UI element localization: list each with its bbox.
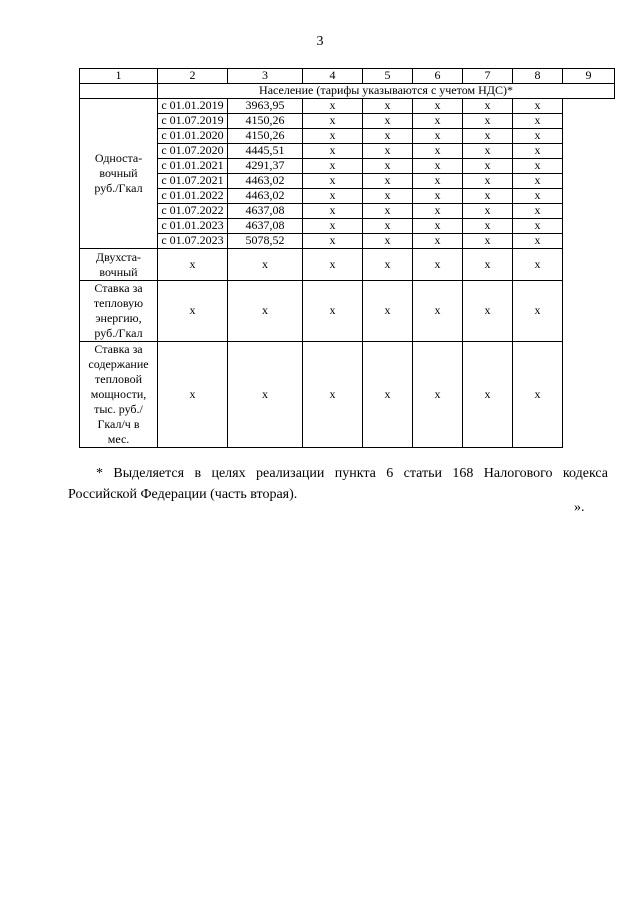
- tariff-date: с 01.07.2022: [158, 204, 228, 219]
- row-label: Ставка за содержание тепловой мощности, тыс. руб./ Гкал/ч в мес.: [80, 342, 158, 448]
- tariff-date: с 01.07.2021: [158, 174, 228, 189]
- x-cell: x: [158, 342, 228, 448]
- x-cell: x: [463, 219, 513, 234]
- tariff-date: с 01.01.2023: [158, 219, 228, 234]
- tariff-value: 4150,26: [228, 114, 303, 129]
- tariff-value: 3963,95: [228, 99, 303, 114]
- tariff-row: [80, 219, 615, 234]
- section-title: Население (тарифы указываются с учетом НДС)*: [158, 84, 615, 99]
- tariff-extra-row: [80, 249, 615, 281]
- column-number-cell: 6: [413, 69, 463, 84]
- column-number-cell: 1: [80, 69, 158, 84]
- x-cell: x: [513, 99, 563, 114]
- x-cell: x: [513, 204, 563, 219]
- x-cell: x: [513, 234, 563, 249]
- x-cell: x: [513, 249, 563, 281]
- column-number-cell: 4: [303, 69, 363, 84]
- column-number-cell: 8: [513, 69, 563, 84]
- x-cell: x: [363, 342, 413, 448]
- x-cell: x: [413, 189, 463, 204]
- tariff-date: с 01.01.2019: [158, 99, 228, 114]
- tariff-row: [80, 159, 615, 174]
- row-label: Двухста- вочный: [80, 249, 158, 281]
- tariff-row: [80, 234, 615, 249]
- x-cell: x: [413, 219, 463, 234]
- blank-first-column: [80, 84, 158, 99]
- tariff-value: 4463,02: [228, 174, 303, 189]
- tariff-value: 4463,02: [228, 189, 303, 204]
- x-cell: x: [303, 204, 363, 219]
- x-cell: x: [463, 114, 513, 129]
- x-cell: x: [463, 342, 513, 448]
- x-cell: x: [513, 159, 563, 174]
- x-cell: x: [413, 129, 463, 144]
- x-cell: x: [513, 174, 563, 189]
- x-cell: x: [303, 129, 363, 144]
- x-cell: x: [463, 204, 513, 219]
- tariff-row: [80, 174, 615, 189]
- x-cell: x: [513, 281, 563, 342]
- single-rate-rows: [80, 99, 615, 249]
- single-rate-label: Односта- вочный руб./Гкал: [80, 99, 158, 249]
- x-cell: x: [303, 234, 363, 249]
- extra-rows: [80, 249, 615, 448]
- closing-quote: ».: [574, 500, 585, 515]
- x-cell: x: [303, 189, 363, 204]
- x-cell: x: [463, 129, 513, 144]
- x-cell: x: [413, 249, 463, 281]
- x-cell: x: [513, 129, 563, 144]
- column-number-cell: 3: [228, 69, 303, 84]
- tariff-row: [80, 99, 615, 114]
- x-cell: x: [303, 249, 363, 281]
- x-cell: x: [228, 281, 303, 342]
- x-cell: x: [363, 174, 413, 189]
- tariff-value: 5078,52: [228, 234, 303, 249]
- x-cell: x: [228, 249, 303, 281]
- column-number-cell: 5: [363, 69, 413, 84]
- x-cell: x: [363, 204, 413, 219]
- x-cell: x: [363, 219, 413, 234]
- x-cell: x: [363, 114, 413, 129]
- x-cell: x: [413, 159, 463, 174]
- x-cell: x: [513, 219, 563, 234]
- x-cell: x: [463, 189, 513, 204]
- x-cell: x: [363, 249, 413, 281]
- x-cell: x: [158, 249, 228, 281]
- column-number-cell: 7: [463, 69, 513, 84]
- tariff-value: 4637,08: [228, 204, 303, 219]
- column-number-cell: 9: [563, 69, 615, 84]
- tariff-date: с 01.01.2020: [158, 129, 228, 144]
- x-cell: x: [413, 114, 463, 129]
- x-cell: x: [363, 159, 413, 174]
- tariff-date: с 01.07.2020: [158, 144, 228, 159]
- tariff-value: 4445,51: [228, 144, 303, 159]
- x-cell: x: [303, 219, 363, 234]
- tariff-date: с 01.01.2021: [158, 159, 228, 174]
- page-number: 3: [316, 34, 324, 49]
- x-cell: x: [413, 281, 463, 342]
- x-cell: x: [363, 129, 413, 144]
- tariff-value: 4291,37: [228, 159, 303, 174]
- x-cell: x: [513, 189, 563, 204]
- x-cell: x: [413, 99, 463, 114]
- tariff-value: 4637,08: [228, 219, 303, 234]
- tariff-row: [80, 129, 615, 144]
- x-cell: x: [463, 174, 513, 189]
- x-cell: x: [413, 342, 463, 448]
- tariff-date: с 01.01.2022: [158, 189, 228, 204]
- x-cell: x: [363, 234, 413, 249]
- row-label: Ставка за тепловую энергию, руб./Гкал: [80, 281, 158, 342]
- x-cell: x: [463, 99, 513, 114]
- x-cell: x: [463, 159, 513, 174]
- column-number-row: [80, 69, 615, 84]
- section-title-row: [80, 84, 615, 99]
- x-cell: x: [303, 281, 363, 342]
- x-cell: x: [363, 144, 413, 159]
- tariff-row: [80, 144, 615, 159]
- x-cell: x: [303, 99, 363, 114]
- x-cell: x: [158, 281, 228, 342]
- x-cell: x: [463, 281, 513, 342]
- x-cell: x: [303, 159, 363, 174]
- x-cell: x: [413, 144, 463, 159]
- x-cell: x: [463, 249, 513, 281]
- x-cell: x: [228, 342, 303, 448]
- x-cell: x: [413, 234, 463, 249]
- tariff-table: [79, 68, 615, 448]
- x-cell: x: [413, 204, 463, 219]
- tariff-row: [80, 204, 615, 219]
- tariff-date: с 01.07.2023: [158, 234, 228, 249]
- tariff-row: [80, 189, 615, 204]
- tariff-extra-row: [80, 342, 615, 448]
- column-number-cell: 2: [158, 69, 228, 84]
- x-cell: x: [413, 174, 463, 189]
- x-cell: x: [513, 342, 563, 448]
- x-cell: x: [363, 99, 413, 114]
- x-cell: x: [463, 234, 513, 249]
- x-cell: x: [513, 144, 563, 159]
- x-cell: x: [513, 114, 563, 129]
- x-cell: x: [363, 281, 413, 342]
- x-cell: x: [363, 189, 413, 204]
- x-cell: x: [463, 144, 513, 159]
- tariff-date: с 01.07.2019: [158, 114, 228, 129]
- x-cell: x: [303, 114, 363, 129]
- x-cell: x: [303, 144, 363, 159]
- tariff-row: [80, 114, 615, 129]
- x-cell: x: [303, 174, 363, 189]
- tariff-value: 4150,26: [228, 129, 303, 144]
- tariff-extra-row: [80, 281, 615, 342]
- x-cell: x: [303, 342, 363, 448]
- footnote: * Выделяется в целях реализации пункта 6 статьи 168 Налогового кодекса Российской Федерации (часть вторая).: [68, 466, 608, 502]
